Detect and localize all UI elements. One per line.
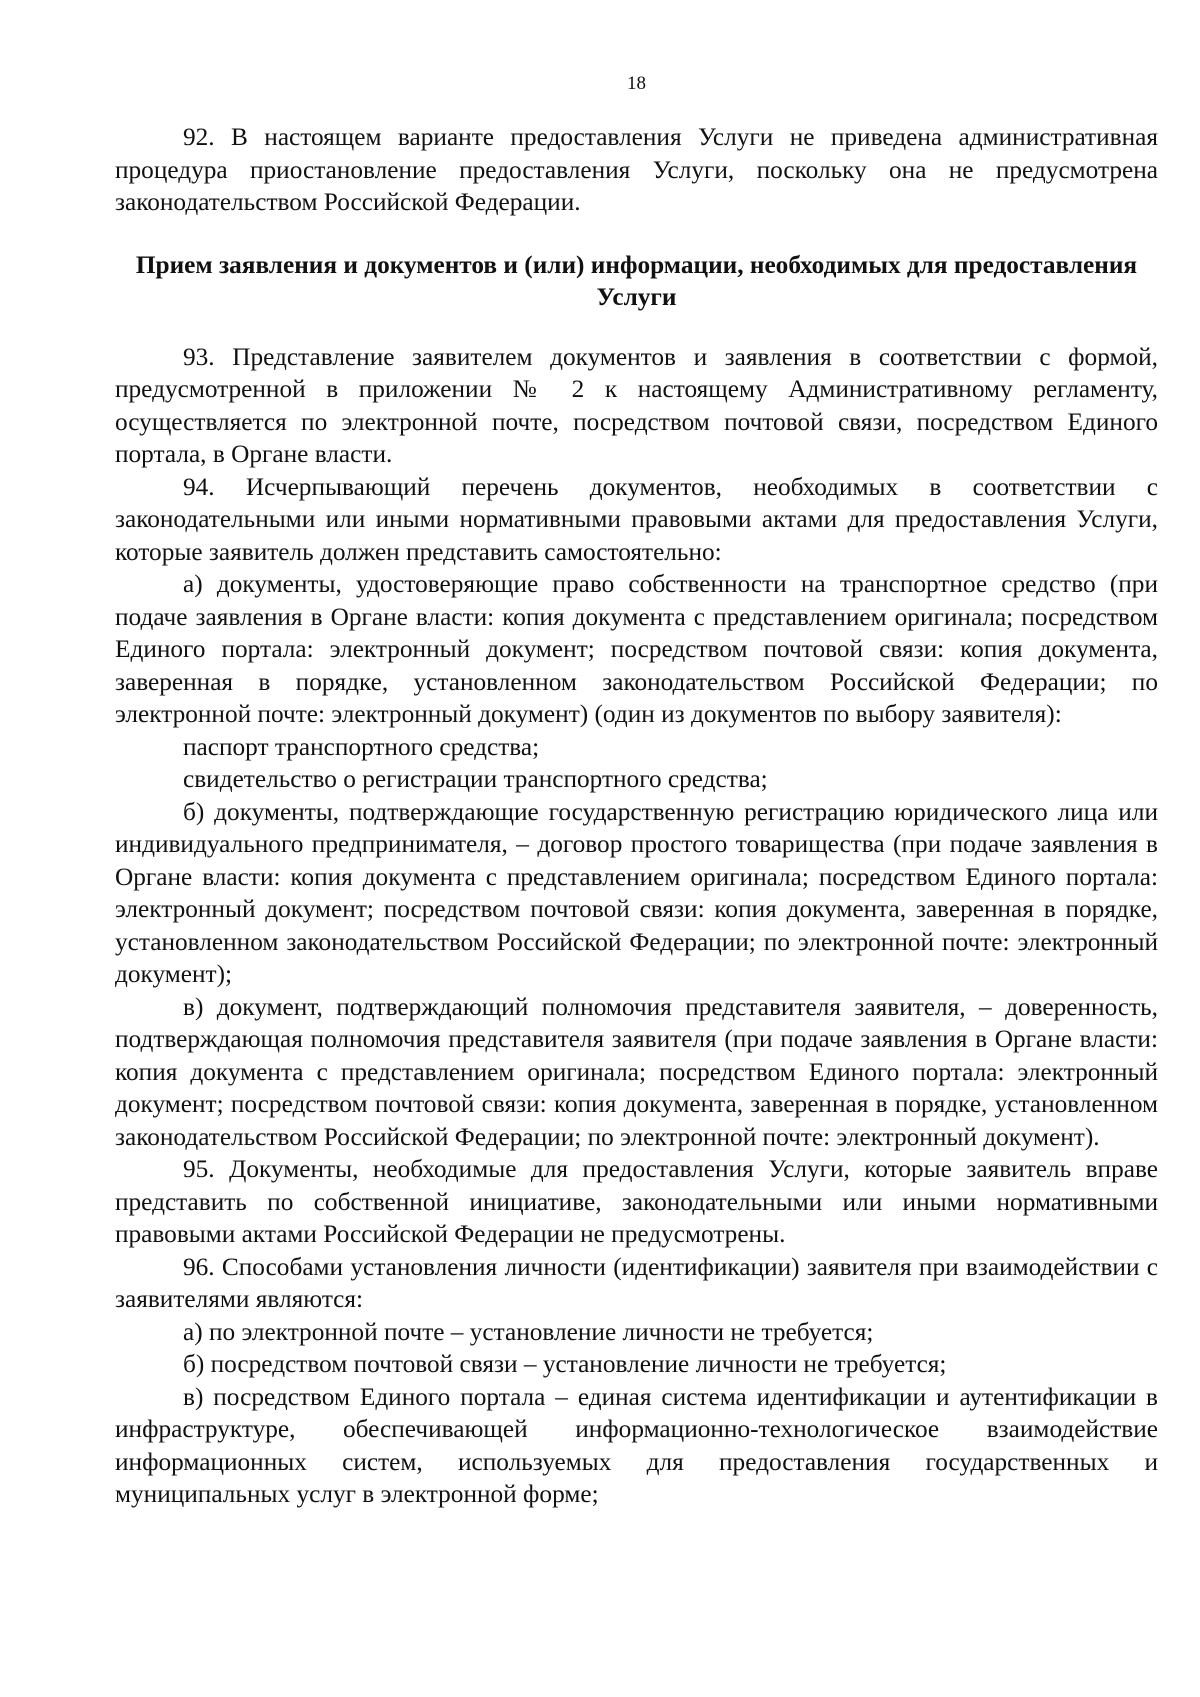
paragraph-95: 95. Документы, необходимые для предоставления Услуги, которые заявитель вправе представить по собственной инициативе, законодательными или иными нормативными правовыми актами Российской Федерации не предусмотрены.	[115, 1155, 1158, 1248]
page-number: 18	[627, 73, 646, 94]
list-item-passport: паспорт транспортного средства;	[183, 732, 540, 761]
list-item-registration-certificate: свидетельство о регистрации транспортного средства;	[183, 765, 768, 793]
paragraph-94-v: в) документ, подтверждающий полномочия представителя заявителя, – доверенность, подтверждающая полномочия представителя заявителя (при подаче заявления в Органе власти: копия документа с представлением оригинала; посредством Единого портала: электронный документ; посредством почтовой связи: копия документа, заверенная в порядке, установленном законодательством Российской Федерации; по электронной почте: электронный документ).	[115, 992, 1158, 1151]
paragraph-96-b: б) посредством почтовой связи – установление личности не требуется;	[183, 1350, 947, 1378]
paragraph-96: 96. Способами установления личности (идентификации) заявителя при взаимодействии с заявителями являются:	[115, 1252, 1158, 1313]
paragraph-92: 92. В настоящем варианте предоставления Услуги не приведена административная процедура приостановление предоставления Услуги, поскольку она не предусмотрена законодательством Российской Федерации.	[115, 123, 1158, 216]
paragraph-94-b: б) документы, подтверждающие государственную регистрацию юридического лица или индивидуального предпринимателя, – договор простого товарищества (при подаче заявления в Органе власти: копия документа с представлением оригинала; посредством Единого портала: электронный документ; посредством почтовой связи: копия документа, заверенная в порядке, установленном законодательством Российской Федерации; по электронной почте: электронный документ);	[115, 797, 1158, 988]
paragraph-96-v: в) посредством Единого портала – единая система идентификации и аутентификации в инфраструктуре, обеспечивающей информационно-технологическое взаимодействие информационных систем, используемых для предоставления государственных и муниципальных услуг в электронной форме;	[115, 1382, 1158, 1508]
section-heading: Прием заявления и документов и (или) информации, необходимых для предоставления Услуги	[135, 250, 1138, 311]
paragraph-94: 94. Исчерпывающий перечень документов, необходимых в соответствии с законодательными или иными нормативными правовыми актами для предоставления Услуги, которые заявитель должен представить самостоятельно:	[115, 472, 1158, 566]
paragraph-96-a: а) по электронной почте – установление личности не требуется;	[183, 1317, 874, 1346]
paragraph-94-a: а) документы, удостоверяющие право собственности на транспортное средство (при подаче заявления в Органе власти: копия документа с представлением оригинала; посредством Единого портала: электронный документ; посредством почтовой связи: копия документа, заверенная в порядке, установленном законодательством Российской Федерации; по электронной почте: электронный документ) (один из документов по выбору заявителя):	[115, 570, 1158, 728]
document-body	[115, 121, 1158, 1511]
paragraph-93: 93. Представление заявителем документов и заявления в соответствии с формой, предусмотренной в приложении № 2 к настоящему Административному регламенту, осуществляется по электронной почте, посредством почтовой связи, посредством Единого портала, в Органе власти.	[115, 342, 1158, 468]
